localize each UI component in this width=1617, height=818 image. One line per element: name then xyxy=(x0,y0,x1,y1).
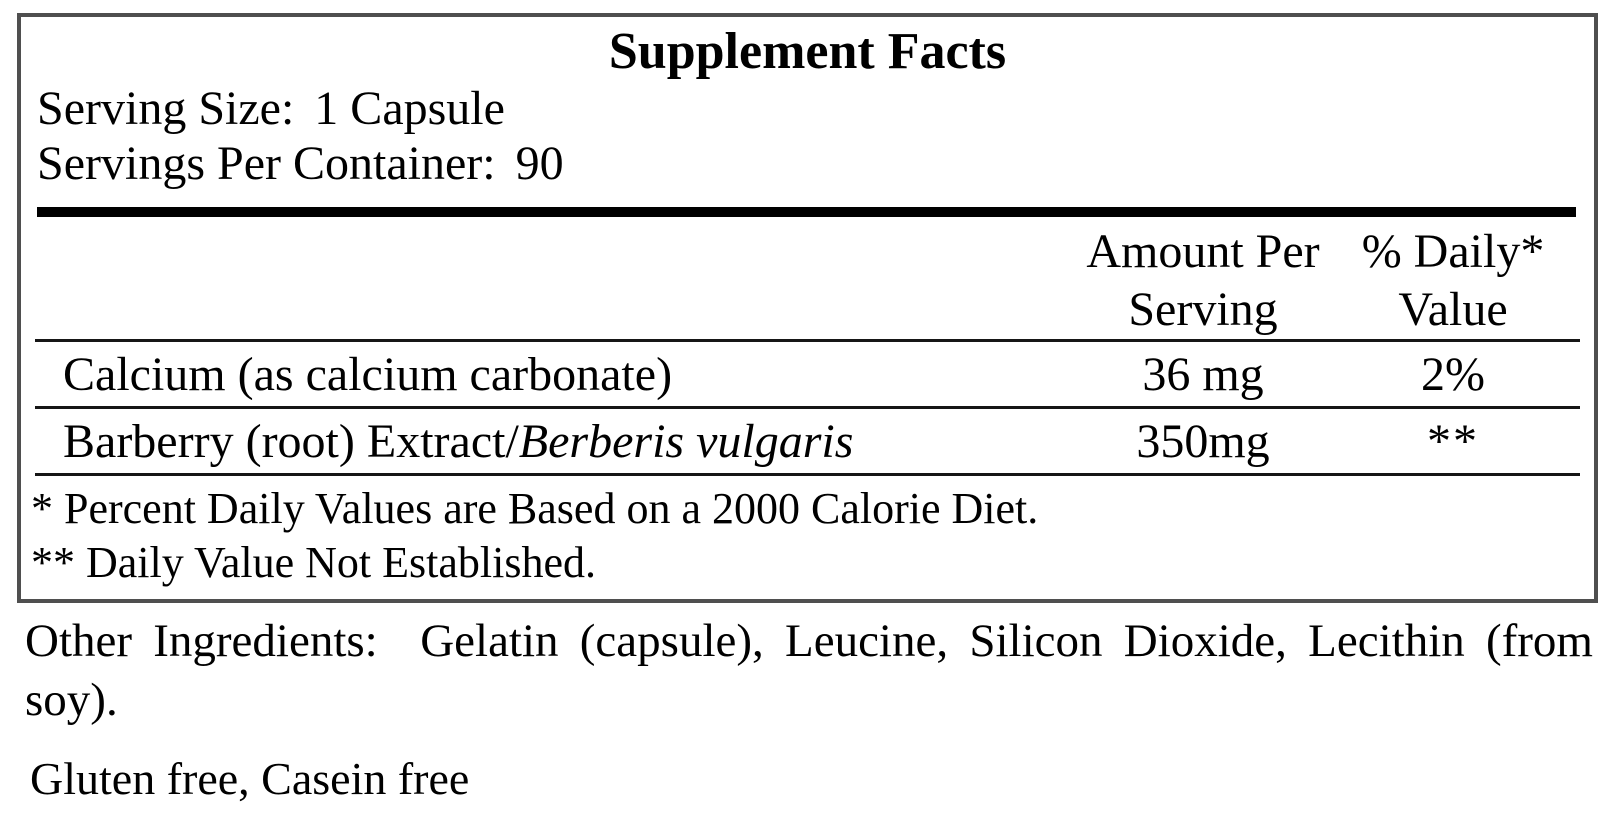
ingredient-daily-value: 2% xyxy=(1421,347,1485,401)
serving-size-label: Serving Size: xyxy=(37,82,295,135)
column-header-row-2 xyxy=(37,281,1578,339)
serving-size-value: 1 Capsule xyxy=(314,82,505,135)
servings-per-container-label: Servings Per Container: xyxy=(37,137,496,190)
servings-per-container-line xyxy=(37,136,1594,191)
footnote-percent-daily: * Percent Daily Values are Based on a 2000 Calorie Diet. xyxy=(31,484,1039,533)
amount-per-header-line1: Amount Per xyxy=(1086,225,1320,278)
panel-title: Supplement Facts xyxy=(608,23,1007,80)
other-ingredients-paragraph xyxy=(25,612,1593,730)
row-divider xyxy=(35,473,1580,476)
table-row-barberry xyxy=(37,409,1578,473)
allergen-note: Gluten free, Casein free xyxy=(30,753,470,804)
column-header-row-1 xyxy=(37,223,1578,281)
serving-size-line xyxy=(37,81,1594,136)
ingredient-amount: 350mg xyxy=(1136,414,1270,468)
daily-value-header-line1: % Daily* xyxy=(1361,225,1545,278)
ingredient-amount: 36 mg xyxy=(1142,347,1264,401)
servings-per-container-value: 90 xyxy=(515,137,564,190)
footnote-not-established: ** Daily Value Not Established. xyxy=(31,538,596,587)
ingredient-name: Barberry (root) Extract/Berberis vulgaris xyxy=(63,414,854,468)
other-ingredients-line2: soy). xyxy=(25,674,118,726)
ingredient-name: Calcium (as calcium carbonate) xyxy=(63,347,673,401)
table-row-calcium xyxy=(37,342,1578,406)
other-ingredients-line1: Other Ingredients: Gelatin (capsule), Leucine, Silicon Dioxide, Lecithin (from xyxy=(25,615,1593,667)
daily-value-header-line2: Value xyxy=(1398,283,1508,336)
ingredient-daily-value: ** xyxy=(1427,414,1479,468)
supplement-facts-panel xyxy=(17,13,1598,603)
amount-per-header-line2: Serving xyxy=(1128,283,1278,336)
thick-separator-bar xyxy=(37,207,1576,217)
